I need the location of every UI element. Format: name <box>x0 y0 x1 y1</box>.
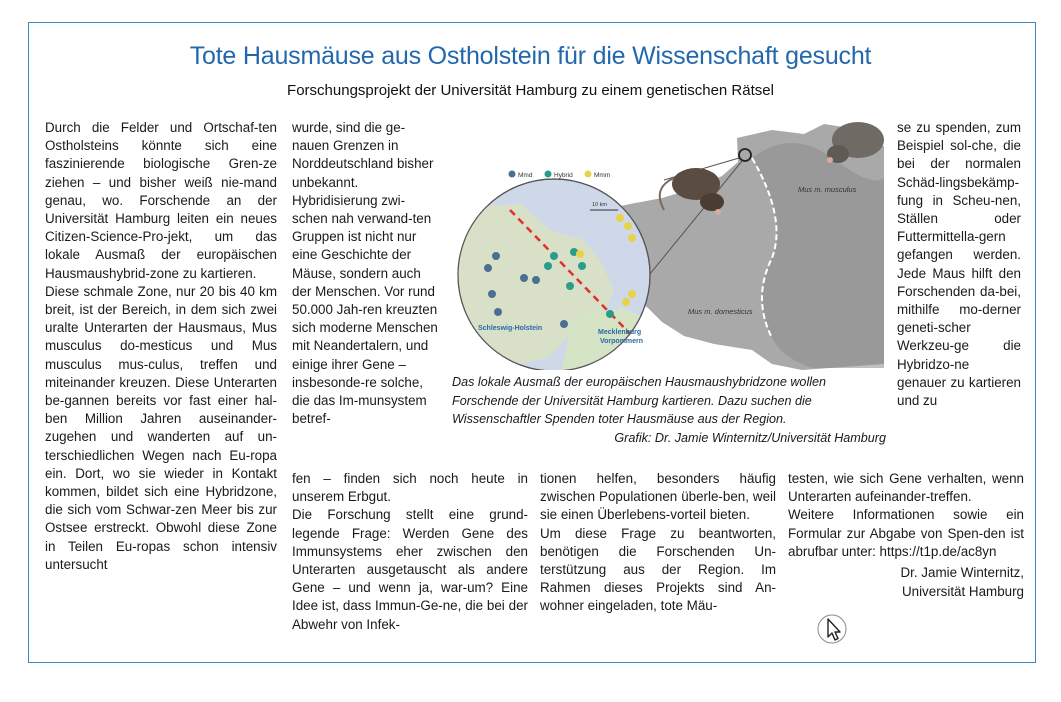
label-domesticus: Mus m. domesticus <box>688 307 753 316</box>
text-column-2-bottom <box>292 470 528 634</box>
legend-mmm: Mmm <box>594 172 611 179</box>
paragraph: Durch die Felder und Ortschaf-ten Ostholsteins könnte sich eine faszinierende biologische Gren-ze ziehen – und bisher weiß nie-mand genau, wo. Forschende an der Universität Hamburg leiten ein neues Citizen-Science-Pro-jekt, um das lokale Ausmaß der europäischen Hausmaushybrid-zone zu kartieren. <box>45 120 277 281</box>
paragraph: Weitere Informationen sowie ein Formular zur Abgabe von Spen-den ist abrufbar unter: https://t1p.de/ac8yn <box>788 507 1024 559</box>
figure-caption <box>452 373 886 447</box>
signature-affiliation: Universität Hamburg <box>901 584 1024 600</box>
text-column-4 <box>788 470 1024 601</box>
caption-text: Das lokale Ausmaß der europäischen Hausmaushybridzone wollen Forschende der Universität Hamburg kartieren. Dazu suchen die Wissenschaftler Spenden toter Hausmäuse aus der Region. <box>452 375 827 426</box>
text-column-1 <box>45 119 277 574</box>
text-column-2-top <box>292 119 440 428</box>
article-subtitle: Forschungsprojekt der Universität Hamburg zu einem genetischen Rätsel <box>287 82 774 99</box>
mouse-cursor-icon <box>817 613 847 645</box>
paragraph: wurde, sind die ge-nauen Grenzen in Norddeutschland bisher unbekannt. <box>292 120 434 190</box>
region-label-mv2: Vorpommern <box>600 338 644 345</box>
legend-hybrid: Hybrid <box>554 172 573 179</box>
text-column-5 <box>897 119 1021 410</box>
region-label-mv1: Mecklenburg <box>598 329 642 336</box>
paragraph: Hybridisierung zwi-schen nah verwand-ten Gruppen ist nicht nur eine Geschichte der Mäuse, sondern auch der Menschen. Vor rund 50.000 Jah-ren kreuzten sich moderne Menschen mit Neandertalern, und einige ihrer Gene – insbesonde-re solche, die das Im-munsystem betref- <box>292 192 438 427</box>
legend-mmd: Mmd <box>518 172 533 179</box>
text-column-3 <box>540 470 776 616</box>
figure-credit: Grafik: Dr. Jamie Winternitz/Universität Hamburg <box>614 430 886 445</box>
scale-label: 10 km <box>592 202 607 208</box>
paragraph: Die Forschung stellt eine grund-legende Frage: Werden Gene des Immunsystems eher zwischen den Unterarten ausgetauscht als andere Gene – und wenn ja, war-um? Eine Idee ist, dass Immun-Ge-ne, die bei der Abwehr von Infek- <box>292 507 528 632</box>
paragraph: Diese schmale Zone, nur 20 bis 40 km breit, ist der Bereich, in dem sich zwei uralte Unterarten der Hausmaus, Mus musculus do-mesticus und Mus musculus mus-culus, treffen und miteinander kreuzen. Diese Unterarten be-gannen bereits vor fast einer hal-ben Million Jahren auseinander-zugehen und wanderten auf un-terschiedlichen Wegen nach Eu-ropa ein. Dort, wo sie wieder in Kontakt kommen, bildet sich eine Hybridzone, die sich vom Schwar-zen Meer bis zur Ostsee erstreckt. Obwohl diese Zone in Teilen Eu-ropas schon intensiv untersucht <box>45 283 277 572</box>
paragraph: se zu spenden, zum Beispiel sol-che, die bei der normalen Schäd-lingsbekämp-fung in Scheu-nen, Ställen oder Futtermittella-gern gefangen werden. Jede Maus hilft den Forschenden da-bei, mithilfe mo-derner geneti-scher Werkzeu-ge die Hybridzo-ne genauer zu kartieren und zu <box>897 120 1021 409</box>
paragraph: tionen helfen, besonders häufig zwischen Populationen überle-ben, weil sie einen Überlebens-vorteil bieten. <box>540 471 776 523</box>
region-label-sh: Schleswig-Holstein <box>478 325 543 332</box>
paragraph: Um diese Frage zu beantworten, benötigen die Forschenden Un-terstützung aus der Region. Im Rahmen dieses Projekts sind An-wohner eingeladen, tote Mäu- <box>540 525 776 614</box>
label-musculus: Mus m. musculus <box>798 185 857 194</box>
signature-name: Dr. Jamie Winternitz, <box>900 565 1024 581</box>
paragraph: fen – finden sich noch heute in unserem Erbgut. <box>292 471 528 505</box>
hybrid-zone-figure <box>452 118 884 370</box>
article-title: Tote Hausmäuse aus Ostholstein für die Wissenschaft gesucht <box>189 42 872 70</box>
figure-graphic <box>452 118 884 370</box>
paragraph: testen, wie sich Gene verhalten, wenn Unterarten aufeinander-treffen. <box>788 471 1024 505</box>
signature <box>788 563 1024 601</box>
